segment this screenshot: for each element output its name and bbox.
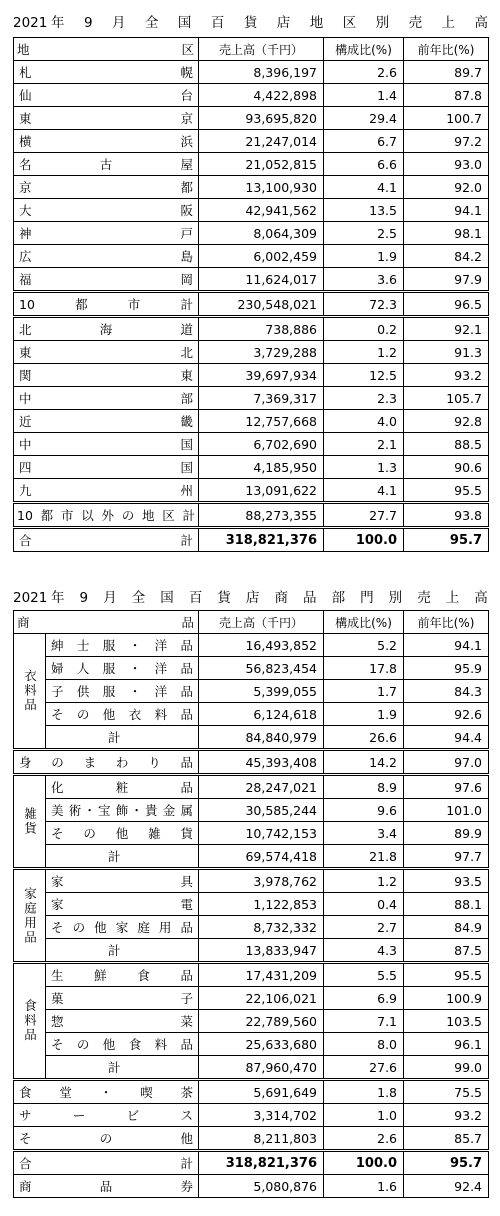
product-name: 美術･宝飾･貴金属 [46,799,199,822]
cell-yoy: 88.5 [404,433,489,456]
cell-yoy: 97.2 [404,130,489,153]
cell-share: 1.6 [324,1175,404,1198]
product-row [14,657,489,680]
header-share: 構成比(%) [324,611,404,634]
cell-sales: 45,393,408 [199,750,324,775]
title-char: 貨 [243,15,258,31]
title-char: 部 [331,590,346,606]
cell-share: 100.0 [324,1151,404,1175]
region-name: 京都 [14,176,199,199]
cell-yoy: 95.7 [404,528,489,552]
product-name: 化粧品 [46,775,199,799]
cell-share: 2.3 [324,387,404,410]
group-label [14,775,46,869]
cell-share: 1.2 [324,869,404,893]
cell-share: 5.2 [324,634,404,657]
region-row [14,176,489,199]
cell-sales: 5,399,055 [199,680,324,703]
cell-sales: 22,789,560 [199,1010,324,1033]
cell-sales: 230,548,021 [199,292,324,317]
cell-sales: 318,821,376 [199,1151,324,1175]
product-table-title: 2021 年 9 月 全 国 百 貨 店 商 品 部 門 別 売 上 高 [13,587,488,609]
cell-sales: 88,273,355 [199,503,324,528]
product-row [14,987,489,1010]
region-row [14,107,489,130]
product-row [14,1033,489,1056]
region-row [14,84,489,107]
header-sales: 売上高（千円） [199,38,324,61]
cell-sales: 11,624,017 [199,268,324,292]
subtotal-row [14,845,489,869]
cell-sales: 25,633,680 [199,1033,324,1056]
cell-share: 7.1 [324,1010,404,1033]
subtotal-label: 計 [46,726,199,750]
title-char: 品 [303,590,317,606]
region-name: 関東 [14,364,199,387]
cell-sales: 5,080,876 [199,1175,324,1198]
product-row [14,822,489,845]
subtotal-row [14,726,489,750]
title-char: 百 [188,590,203,606]
cell-share: 0.4 [324,893,404,916]
cell-sales: 5,691,649 [199,1080,324,1104]
product-row [14,680,489,703]
cell-sales: 4,422,898 [199,84,324,107]
product-row [14,1010,489,1033]
cell-sales: 93,695,820 [199,107,324,130]
product-name: 菓子 [46,987,199,1010]
product-header-row [14,611,489,634]
cell-yoy: 101.0 [404,799,489,822]
region-row [14,479,489,503]
header-sales: 売上高（千円） [199,611,324,634]
cell-yoy: 97.6 [404,775,489,799]
region-row [14,341,489,364]
title-char: 売 [408,15,423,31]
cell-sales: 13,100,930 [199,176,324,199]
title-char: 高 [474,15,488,31]
cell-share: 6.6 [324,153,404,176]
group-label-text: 雑貨 [22,807,38,836]
cell-sales: 3,729,288 [199,341,324,364]
title-char: 9 [79,590,89,606]
cell-yoy: 94.1 [404,199,489,222]
cell-yoy: 84.9 [404,916,489,939]
cell-yoy: 93.5 [404,869,489,893]
cell-yoy: 90.6 [404,456,489,479]
cell-yoy: 105.7 [404,387,489,410]
cell-sales: 738,886 [199,317,324,341]
cell-yoy: 84.2 [404,245,489,268]
cell-share: 2.6 [324,61,404,84]
product-name: その他家庭用品 [46,916,199,939]
region-name: 名古屋 [14,153,199,176]
product-name: 婦人服・洋品 [46,657,199,680]
region-name: 合計 [14,528,199,552]
header-region-left: 地 [17,42,30,57]
header-share: 構成比(%) [324,38,404,61]
cell-share: 2.1 [324,433,404,456]
product-name: 紳士服・洋品 [46,634,199,657]
cell-yoy: 89.9 [404,822,489,845]
product-row [14,1175,489,1198]
cell-share: 5.5 [324,963,404,987]
group-label-text: 食料品 [22,999,38,1043]
product-name: その他 [14,1127,199,1151]
title-char: 門 [360,590,374,606]
region-row [14,61,489,84]
product-row [14,775,489,799]
cell-share: 27.6 [324,1056,404,1080]
title-char: 売 [417,590,431,606]
cell-sales: 13,091,622 [199,479,324,503]
region-name: 10都市計 [14,292,199,317]
cell-yoy: 98.1 [404,222,489,245]
subtotal-row [14,1056,489,1080]
product-name: 食堂・喫茶 [14,1080,199,1104]
cell-share: 8.0 [324,1033,404,1056]
cell-share: 1.2 [324,341,404,364]
subtotal-row [14,939,489,963]
cell-yoy: 84.3 [404,680,489,703]
group-label-text: 衣料品 [22,669,38,713]
title-char: 別 [388,590,403,606]
group-label [14,869,46,963]
product-name: 子供服・洋品 [46,680,199,703]
region-row [14,292,489,317]
cell-sales: 10,742,153 [199,822,324,845]
cell-yoy: 95.5 [404,479,489,503]
subtotal-label: 計 [46,845,199,869]
header-yoy: 前年比(%) [404,611,489,634]
cell-sales: 42,941,562 [199,199,324,222]
cell-share: 17.8 [324,657,404,680]
title-char: 店 [245,590,260,606]
cell-share: 1.7 [324,680,404,703]
title-char: 年 [51,15,65,31]
product-name: 家具 [46,869,199,893]
cell-sales: 1,122,853 [199,893,324,916]
cell-yoy: 93.2 [404,1104,489,1127]
cell-yoy: 88.1 [404,893,489,916]
region-row [14,199,489,222]
cell-share: 0.2 [324,317,404,341]
cell-yoy: 87.5 [404,939,489,963]
title-char: 商 [274,590,288,606]
cell-yoy: 97.7 [404,845,489,869]
region-name: 大阪 [14,199,199,222]
cell-sales: 21,247,014 [199,130,324,153]
cell-share: 100.0 [324,528,404,552]
header-product-left: 商 [17,615,30,630]
region-name: 横浜 [14,130,199,153]
region-row [14,528,489,552]
group-label-text: 家庭用品 [22,886,38,945]
region-name: 近畿 [14,410,199,433]
region-name: 札幌 [14,61,199,84]
cell-sales: 8,211,803 [199,1127,324,1151]
cell-yoy: 85.7 [404,1127,489,1151]
title-char: 年 [51,590,65,606]
cell-yoy: 89.7 [404,61,489,84]
cell-share: 6.9 [324,987,404,1010]
cell-sales: 21,052,815 [199,153,324,176]
cell-share: 4.1 [324,479,404,503]
cell-sales: 8,732,332 [199,916,324,939]
cell-share: 4.1 [324,176,404,199]
title-char: 9 [83,15,93,31]
cell-sales: 3,978,762 [199,869,324,893]
cell-share: 12.5 [324,364,404,387]
region-name: 福岡 [14,268,199,292]
region-row [14,130,489,153]
cell-yoy: 97.0 [404,750,489,775]
title-char: 貨 [217,590,231,606]
cell-share: 1.0 [324,1104,404,1127]
product-row [14,1080,489,1104]
cell-sales: 17,431,209 [199,963,324,987]
cell-yoy: 94.4 [404,726,489,750]
region-table-title: 2021 年 9 月 全 国 百 貨 店 地 区 別 売 上 高 [13,12,488,34]
cell-yoy: 95.7 [404,1151,489,1175]
region-name: 九州 [14,479,199,503]
region-row [14,222,489,245]
region-row [14,245,489,268]
cell-yoy: 99.0 [404,1056,489,1080]
cell-sales: 28,247,021 [199,775,324,799]
cell-share: 3.4 [324,822,404,845]
cell-share: 4.0 [324,410,404,433]
product-row [14,703,489,726]
region-name: 中部 [14,387,199,410]
product-row [14,1104,489,1127]
region-name: 仙台 [14,84,199,107]
title-char: 上 [445,590,460,606]
cell-share: 4.3 [324,939,404,963]
product-row [14,963,489,987]
region-name: 北海道 [14,317,199,341]
cell-sales: 87,960,470 [199,1056,324,1080]
region-row [14,387,489,410]
region-sales-table [13,37,489,552]
title-char: 高 [474,590,488,606]
product-row [14,750,489,775]
group-label [14,963,46,1080]
cell-yoy: 92.0 [404,176,489,199]
product-name: 合計 [14,1151,199,1175]
cell-share: 1.8 [324,1080,404,1104]
cell-yoy: 93.2 [404,364,489,387]
title-char: 全 [144,15,159,31]
title-char: 店 [276,15,291,31]
product-row [14,869,489,893]
region-row [14,153,489,176]
cell-share: 6.7 [324,130,404,153]
title-char: 別 [375,15,390,31]
region-name: 10都市以外の地区計 [14,503,199,528]
cell-sales: 84,840,979 [199,726,324,750]
cell-sales: 12,757,668 [199,410,324,433]
header-yoy: 前年比(%) [404,38,489,61]
cell-sales: 7,369,317 [199,387,324,410]
title-char: 全 [131,590,146,606]
cell-sales: 3,314,702 [199,1104,324,1127]
product-name: 生鮮食品 [46,963,199,987]
product-row [14,916,489,939]
cell-share: 2.7 [324,916,404,939]
cell-yoy: 92.8 [404,410,489,433]
region-row [14,364,489,387]
cell-yoy: 87.8 [404,84,489,107]
region-row [14,456,489,479]
cell-share: 8.9 [324,775,404,799]
cell-share: 1.9 [324,245,404,268]
region-row [14,268,489,292]
cell-sales: 8,396,197 [199,61,324,84]
cell-sales: 318,821,376 [199,528,324,552]
product-name: 商品券 [14,1175,199,1198]
product-row [14,1127,489,1151]
region-name: 広島 [14,245,199,268]
cell-sales: 13,833,947 [199,939,324,963]
title-char: 区 [342,15,357,31]
region-header-row [14,38,489,61]
cell-sales: 16,493,852 [199,634,324,657]
title-char: 国 [160,590,174,606]
header-product-right: 品 [181,615,195,630]
group-label [14,634,46,750]
title-char: 上 [441,15,456,31]
cell-yoy: 94.1 [404,634,489,657]
title-char: 月 [103,590,117,606]
region-row [14,317,489,341]
cell-share: 2.5 [324,222,404,245]
cell-yoy: 92.1 [404,317,489,341]
cell-sales: 6,002,459 [199,245,324,268]
product-name: その他雑貨 [46,822,199,845]
product-name: 身のまわり品 [14,750,199,775]
title-char: 地 [309,15,324,31]
cell-sales: 6,702,690 [199,433,324,456]
region-name: 神戸 [14,222,199,245]
cell-share: 29.4 [324,107,404,130]
cell-share: 26.6 [324,726,404,750]
region-name: 東京 [14,107,199,130]
cell-yoy: 95.5 [404,963,489,987]
product-name: 惣菜 [46,1010,199,1033]
region-row [14,503,489,528]
cell-yoy: 92.6 [404,703,489,726]
product-name: その他食料品 [46,1033,199,1056]
cell-yoy: 75.5 [404,1080,489,1104]
product-row [14,893,489,916]
cell-yoy: 92.4 [404,1175,489,1198]
cell-share: 2.6 [324,1127,404,1151]
product-row [14,1151,489,1175]
cell-sales: 69,574,418 [199,845,324,869]
cell-yoy: 97.9 [404,268,489,292]
cell-sales: 56,823,454 [199,657,324,680]
region-name: 東北 [14,341,199,364]
cell-share: 14.2 [324,750,404,775]
cell-sales: 4,185,950 [199,456,324,479]
cell-share: 27.7 [324,503,404,528]
cell-share: 1.9 [324,703,404,726]
cell-yoy: 100.9 [404,987,489,1010]
subtotal-label: 計 [46,1056,199,1080]
product-sales-table [13,610,489,1198]
header-region-right: 区 [181,42,194,57]
product-row [14,634,489,657]
cell-yoy: 93.0 [404,153,489,176]
cell-share: 21.8 [324,845,404,869]
product-row [14,799,489,822]
cell-yoy: 91.3 [404,341,489,364]
title-char: 国 [177,15,192,31]
cell-yoy: 96.5 [404,292,489,317]
region-name: 四国 [14,456,199,479]
title-char: 百 [210,15,225,31]
region-name: 中国 [14,433,199,456]
cell-sales: 8,064,309 [199,222,324,245]
cell-share: 72.3 [324,292,404,317]
cell-sales: 39,697,934 [199,364,324,387]
cell-sales: 22,106,021 [199,987,324,1010]
cell-yoy: 96.1 [404,1033,489,1056]
cell-share: 3.6 [324,268,404,292]
cell-sales: 30,585,244 [199,799,324,822]
cell-share: 1.4 [324,84,404,107]
subtotal-label: 計 [46,939,199,963]
title-char: 月 [112,15,126,31]
cell-share: 1.3 [324,456,404,479]
cell-yoy: 100.7 [404,107,489,130]
product-name: サービス [14,1104,199,1127]
cell-share: 9.6 [324,799,404,822]
cell-yoy: 93.8 [404,503,489,528]
region-row [14,410,489,433]
region-row [14,433,489,456]
cell-yoy: 103.5 [404,1010,489,1033]
cell-yoy: 95.9 [404,657,489,680]
cell-share: 13.5 [324,199,404,222]
product-name: 家電 [46,893,199,916]
product-name: その他衣料品 [46,703,199,726]
cell-sales: 6,124,618 [199,703,324,726]
